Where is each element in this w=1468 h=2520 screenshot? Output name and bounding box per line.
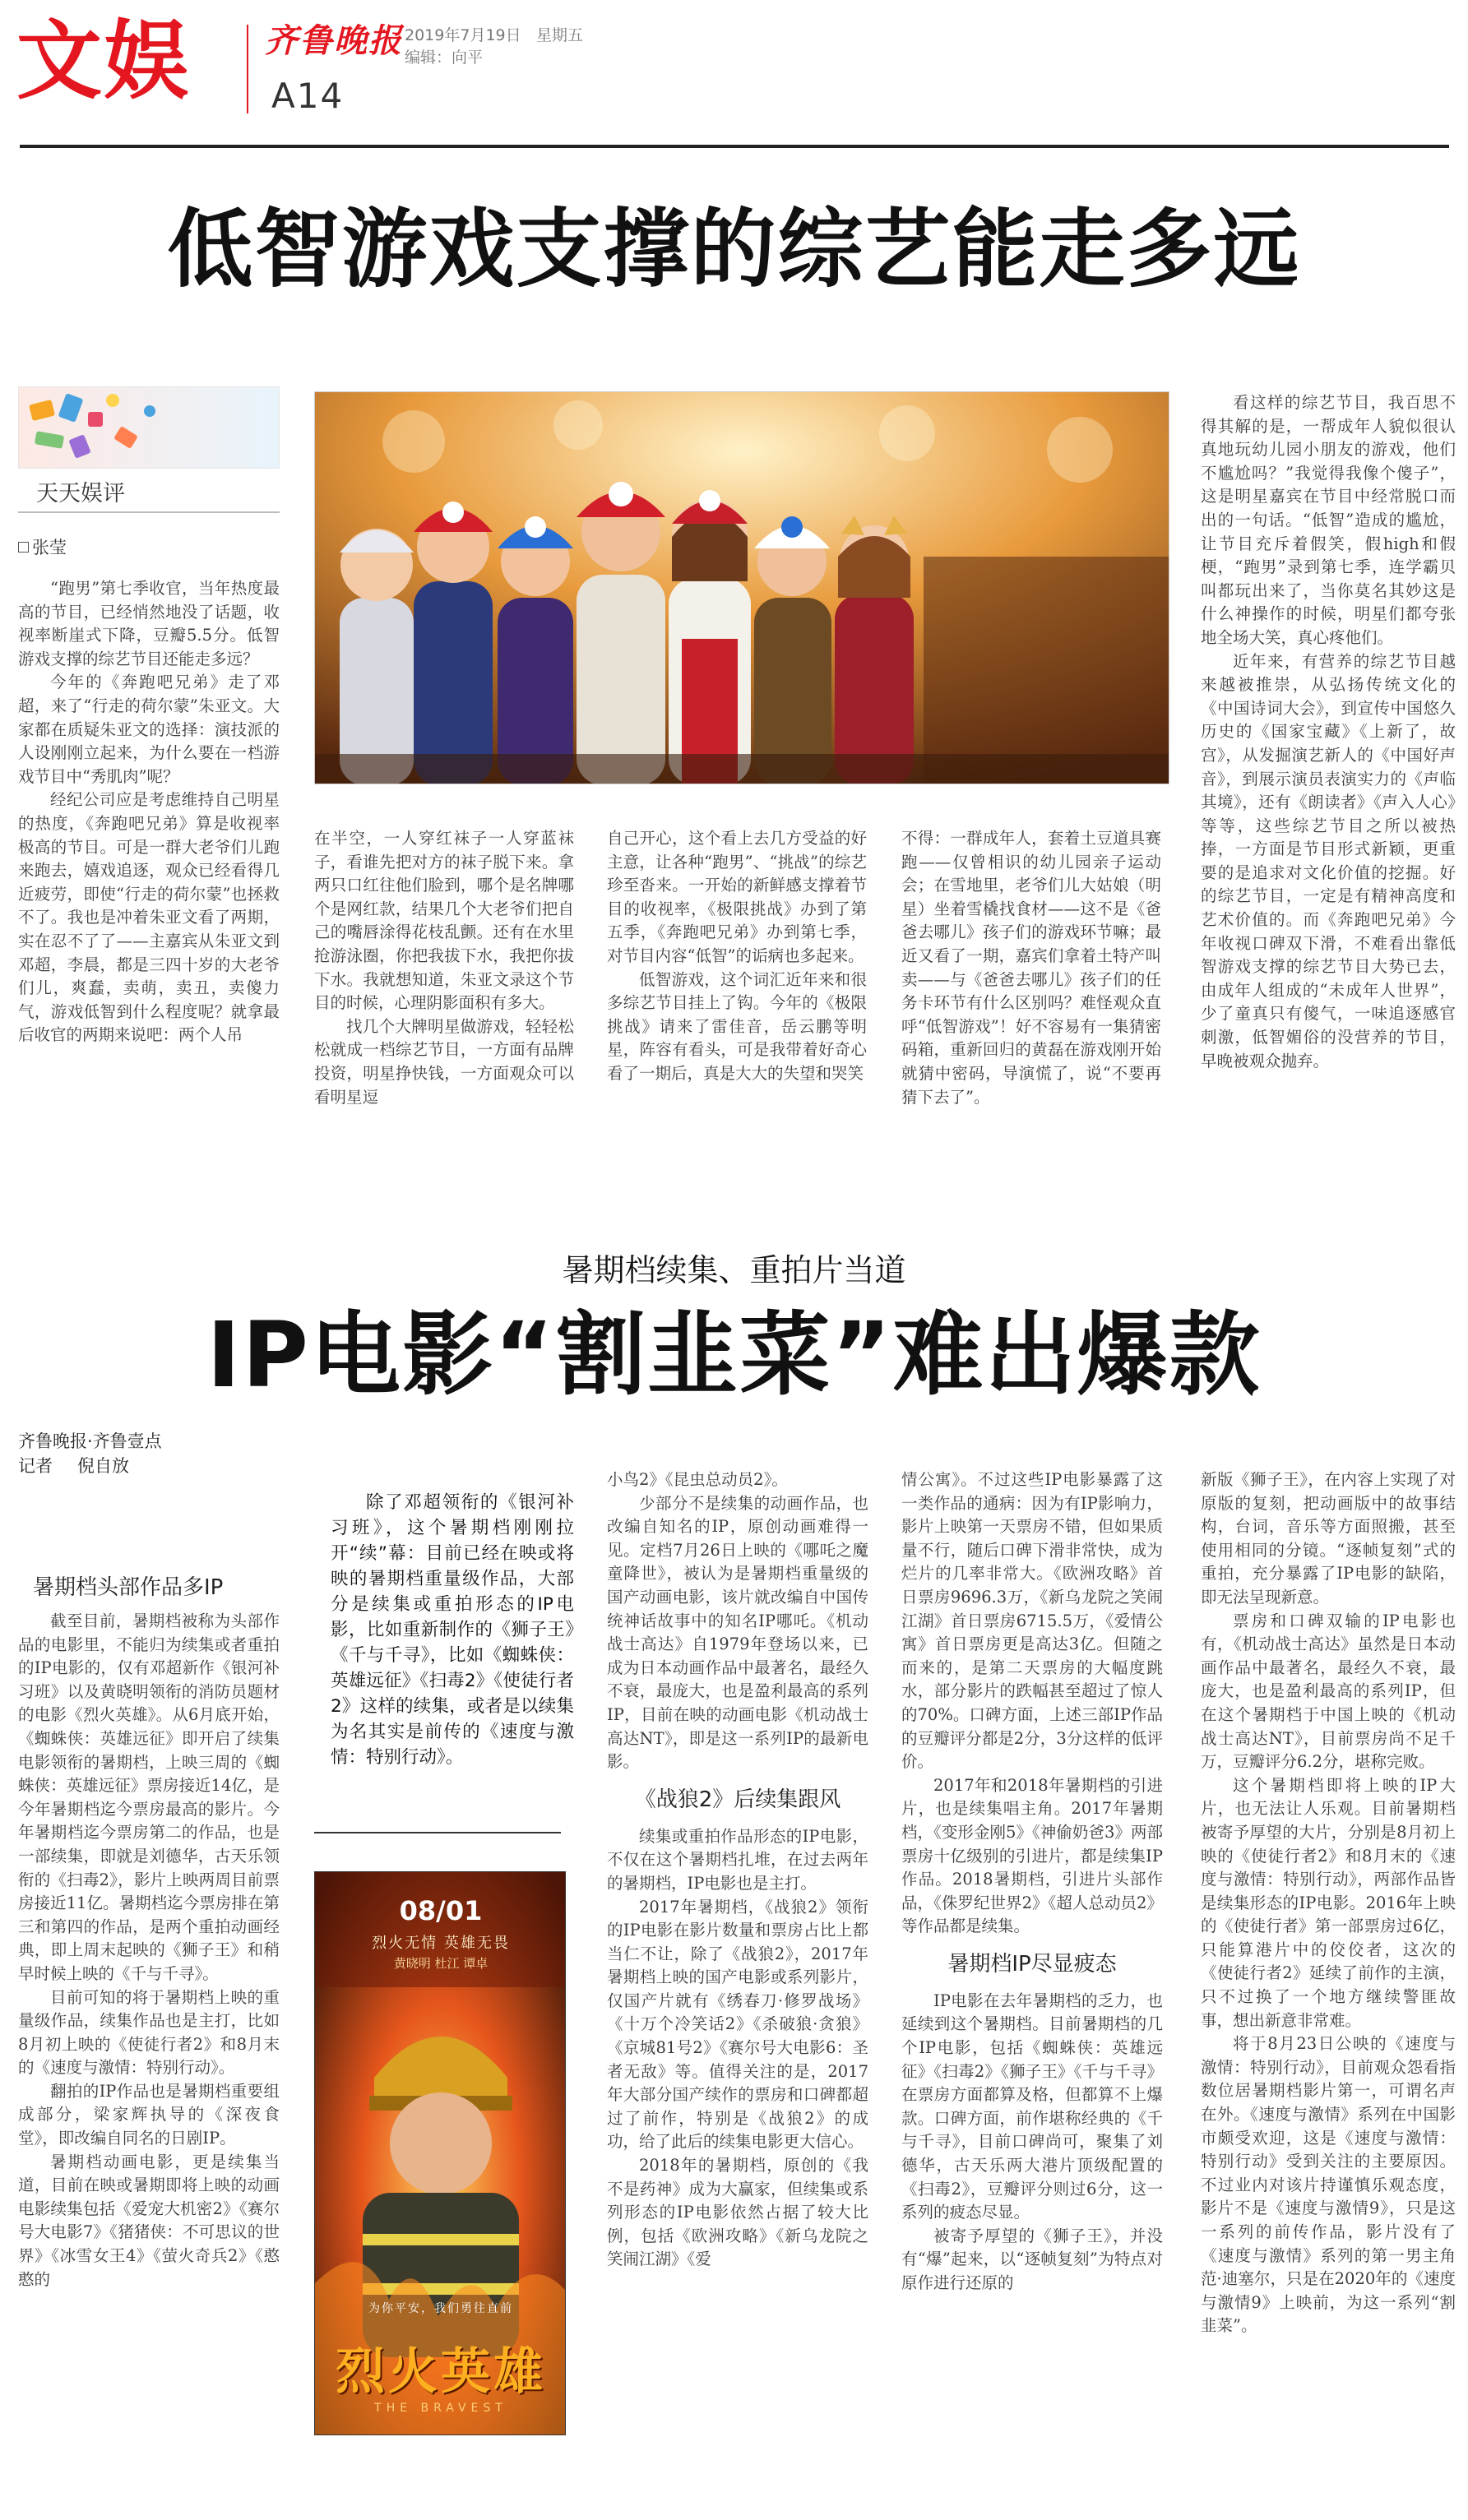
paragraph: 这个暑期档即将上映的IP大片，也无法让人乐观。目前暑期档被寄予厚望的大片，分别是8月初上映的《使徒行者2》和8月末的《速度与激情：特别行动》，两部作品皆是续集形态的IP电影。2016年上映的《使徒行者》第一部票房过6亿，只能算港片中的佼佼者，这次的《使徒行者2》延续了前作的主演，只不过换了一个地方继续警匪故事，想出新意非常难。 <box>1201 1775 1456 2030</box>
poster-title-en: THE BRAVEST <box>374 2402 507 2415</box>
paragraph: 经纪公司应是考虑维持自己明星的热度，《奔跑吧兄弟》算是收视率极高的节目。可是一群大老爷们儿跑来跑去，嬉戏追逐，观众已经看得几近疲劳，即使“行走的荷尔蒙”也拯救不了。我也是冲着朱亚文看了两期，实在忍不了了——主嘉宾从朱亚文到邓超，李晨，都是三四十岁的大老爷们儿，爽蠢，卖萌，卖丑，卖傻力气，游戏低智到什么程度呢？就拿最后收官的两期来说吧：两个人吊 <box>18 790 280 1045</box>
movie-poster <box>314 1871 566 2435</box>
paragraph: IP电影在去年暑期档的乏力，也延续到这个暑期档。目前暑期档的几个IP电影，包括《蜘蛛侠：英雄远征》《扫毒2》《狮子王》《千与千寻》在票房方面都算及格，但都算不上爆款。口碑方面，前作堪称经典的《千与千寻》，目前口碑尚可，聚集了刘德华，古天乐两大港片顶级配置的《扫毒2》，豆瓣评分则过6分，这一系列的疲态尽显。 <box>901 1991 1163 2222</box>
subhead-1: 暑期档头部作品多IP <box>33 1575 224 1600</box>
paragraph: 小鸟2》《昆虫总动员2》。 <box>607 1470 788 1489</box>
pull-quote-rule <box>314 1832 561 1833</box>
article1-author: 张莹 <box>32 538 67 557</box>
article2-column-2 <box>607 1468 868 2509</box>
variety-show-cast-photo <box>314 391 1169 784</box>
article1-column-4 <box>901 827 1161 1172</box>
paragraph: 看这样的综艺节目，我百思不得其解的是，一帮成年人貌似很认真地玩幼儿园小朋友的游戏，他们不尴尬吗？”我觉得我像个傻子”，这是明星嘉宾在节目中经常脱口而出的一句话。“低智”造成的尴尬，让节目充斥着假笑，假high和假梗，“跑男”录到第七季，连学霸贝叫都玩出来了，当你莫名其妙这是什么神操作的时候，明星们都夸张地全场大笑，真心疼他们。 <box>1201 393 1456 647</box>
article2-source: 齐鲁晚报·齐鲁壹点 <box>18 1431 162 1451</box>
paragraph: 被寄予厚望的《狮子王》，并没有“爆”起来，以“逐帧复刻”为特点对原作进行还原的 <box>901 2226 1163 2292</box>
paragraph: “跑男”第七季收官，当年热度最高的节目，已经悄然地没了话题，收视率断崖式下降，豆瓣5.5分。低智游戏支撑的综艺节目还能走多远？ <box>18 579 280 668</box>
paragraph: 2017年和2018年暑期档的引进片，也是续集唱主角。2017年暑期档，《变形金刚5》《神偷奶爸3》两部票房十亿级别的引进片，都是续集IP作品。2018暑期档，引进片头部作品，《侏罗纪世界2》《超人总动员2》等作品都是续集。 <box>901 1775 1163 1936</box>
paragraph: 暑期档动画电影，更是续集当道，目前在映或暑期即将上映的动画电影续集包括《爱宠大机密2》《赛尔号大电影7》《猪猪侠：不可思议的世界》《冰雪女王4》《萤火奇兵2》《憨憨的 <box>18 2152 280 2289</box>
paragraph: 翻拍的IP作品也是暑期档重要组成部分，梁家辉执导的《深夜食堂》，即改编自同名的日剧IP。 <box>18 2081 280 2148</box>
paper-logo: 齐鲁晚报 <box>265 21 403 60</box>
paragraph: 续集或重拍作品形态的IP电影，不仅在这个暑期档扎堆，在过去两年的暑期档，IP电影也是主打。 <box>607 1826 868 1893</box>
pull-quote: 除了邓超领衔的《银河补习班》，这个暑期档刚刚拉开“续”幕：目前已经在映或将映的暑期档重量级作品，大部分是续集或重拍形态的IP电影，比如重新制作的《狮子王》《千与千寻》，比如《蜘蛛侠：英雄远征》《扫毒2》《使徒行者2》这样的续集，或者是以续集为名其实是前传的《速度与激情：特别行动》。 <box>331 1492 574 1768</box>
article1-byline <box>18 534 67 559</box>
article2-column-4 <box>1201 1468 1456 2509</box>
performer-2 <box>414 502 493 784</box>
paragraph: 票房和口碑双输的IP电影也有，《机动战士高达》虽然是日本动画作品中最著名，最经久不衰，最庞大，也是盈利最高的系列IP，但在这个暑期档于中国上映的《机动战士高达NT》，目前票房尚不足千万，豆瓣评分6.2分，堪称完败。 <box>1201 1611 1456 1772</box>
page-number: A14 <box>271 76 345 116</box>
article2-headline: IP电影“割韭菜”难出爆款 <box>206 1302 1262 1408</box>
article2-column-1 <box>18 1556 280 2509</box>
paragraph: 今年的《奔跑吧兄弟》走了邓超，来了“行走的荷尔蒙”朱亚文。大家都在质疑朱亚文的选择：演技派的人设刚刚立起来，为什么要在一档游戏节目中“秀肌肉”呢？ <box>18 673 280 786</box>
paragraph: 不得：一群成年人，套着土豆道具赛跑——仅曾相识的幼儿园亲子运动会；在雪地里，老爷们儿大姑娘（明星）坐着雪橇找食材——这不是《爸爸去哪儿》孩子们的游戏环节嘛；最近又看了一期，嘉宾们拿着土特产叫卖——与《爸爸去哪儿》孩子们的任务卡环节有什么区别吗？难怪观众直呼“低智游戏”！好不容易有一集猜密码箱，重新回归的黄磊在游戏刚开始就猜中密码，导演慌了，说“不要再猜下去了”。 <box>901 829 1161 1107</box>
byline-box-icon <box>18 542 29 553</box>
performer-4 <box>577 482 665 784</box>
paragraph: 近年来，有营养的综艺节目越来越被推崇，从弘扬传统文化的《中国诗词大会》，到宣传中国悠久历史的《国家宝藏》《上新了，故宫》，从发掘演艺新人的《中国好声音》，到展示演员表演实力的《声临其境》，还有《朗读者》《声入人心》等等，这些综艺节目之所以被热捧，一方面是节目形式新颖，更重要的是追求对文化价值的挖掘。好的综艺节目，一定是有精神高度和艺术价值的。而《奔跑吧兄弟》今年收视口碑双下滑，不难看出靠低智游戏支撑的综艺节目大势已去，由成年人组成的“未成年人世界”，少了童真只有傻气，一味追逐感官刺激，低智媚俗的没营养的节目，早晚被观众抛弃。 <box>1201 651 1456 1070</box>
article1-column-3 <box>607 827 867 1172</box>
reporter-name: 倪自放 <box>77 1456 129 1476</box>
poster-cast: 黄晓明 杜江 谭卓 <box>393 1956 489 1971</box>
subhead-3: 暑期档IP尽显疲态 <box>947 1951 1117 1977</box>
issue-date: 2019年7月19日 <box>405 26 521 44</box>
paragraph: 少部分不是续集的动画作品，也改编自知名的IP，原创动画难得一见。定档7月26日上映的《哪吒之魔童降世》，被认为是暑期档重量级的国产动画电影，该片就改编自中国传统神话故事中的知名IP哪吒。《机动战士高达》自1979年登场以来，已成为日本动画作品中最著名，最经久不衰，最庞大，也是盈利最高的系列IP，目前在映的动画电影《机动战士高达NT》，即是这一系列IP的最新电影。 <box>607 1493 868 1772</box>
paragraph: 低智游戏，这个词汇近年来和很多综艺节目挂上了钩。今年的《极限挑战》请来了雷佳音，岳云鹏等明星，阵容有看头，可是我带着好奇心看了一期后，真是大大的失望和哭笑 <box>607 969 867 1083</box>
poster-date: 08/01 <box>399 1895 483 1926</box>
poster-slogan: 烈火无情 英雄无畏 <box>372 1935 510 1952</box>
article1-headline: 低智游戏支撑的综艺能走多远 <box>167 199 1301 299</box>
paragraph: 自己开心，这个看上去几方受益的好主意，让各种“跑男”、“挑战”的综艺珍至沓来。一开始的新鲜感支撑着节目的收视率，《极限挑战》办到了第五季，《奔跑吧兄弟》办到第七季，对节目内容“低智”的诟病也多起来。 <box>607 829 867 965</box>
performer-5 <box>669 490 751 784</box>
article1-column-2 <box>314 827 574 1172</box>
paragraph: 找几个大牌明星做游戏，轻轻松松就成一档综艺节目，一方面有品牌投资，明星挣快钱，一方面观众可以看明星逗 <box>314 1016 574 1107</box>
paragraph: 将于8月23日公映的《速度与激情：特别行动》，目前观众怨看指数位居暑期档影片第一，可谓名声在外。《速度与激情》系列在中国影市颇受欢迎，这是《速度与激情：特别行动》受到关注的主要原因。不过业内对该片持谨慎乐观态度，影片不是《速度与激情9》，只是这一系列的前传作品，影片没有了《速度与激情》系列的第一男主角范·迪塞尔，只是在2020年的《速度与激情9》上映前，为这一系列“割韭菜”。 <box>1201 2034 1456 2336</box>
paragraph: 2017年暑期档，《战狼2》领衔的IP电影在影片数量和票房占比上都当仁不让，除了《战狼2》，2017年暑期档上映的国产电影或系列影片，仅国产片就有《绣春刀·修罗战场》《十万个冷笑话2》《杀破狼·贪狼》《京城81号2》《赛尔号大电影6：圣者无敌》等。值得关注的是，2017年大部分国产续作的票房和口碑都超过了前作，特别是《战狼2》的成功，给了此后的续集电影更大信心。 <box>607 1897 868 2152</box>
reporter-label: 记者 <box>18 1456 53 1476</box>
subhead-2: 《战狼2》后续集跟风 <box>634 1787 841 1812</box>
editor-credit: 编辑：向平 <box>405 49 484 67</box>
column-badge-label: 天天娱评 <box>36 481 125 506</box>
paragraph: 新版《狮子王》，在内容上实现了对原版的复刻，把动画版中的故事结构，台词，音乐等方面照搬，甚至使用相同的分镜。“逐帧复刻”式的重拍，充分暴露了IP电影的缺陷，即无法呈现新意。 <box>1201 1470 1456 1607</box>
article2-kicker: 暑期档续集、重拍片当道 <box>562 1252 906 1288</box>
paragraph: 目前可知的将于暑期档上映的重量级作品，续集作品也是主打，比如8月初上映的《使徒行者2》和8月末的《速度与激情：特别行动》。 <box>18 1987 280 2078</box>
article2-column-3 <box>901 1468 1163 2509</box>
cast-photo-illustration <box>315 392 1169 784</box>
poster-title: 烈火英雄 <box>336 2343 546 2401</box>
paragraph: 2018年的暑期档，原创的《我不是药神》成为大赢家，但续集或系列形态的IP电影依然占据了较大比例，包括《欧洲攻略》《新乌龙院之笑闹江湖》《爱 <box>607 2156 868 2269</box>
performer-1 <box>340 529 414 784</box>
header-divider <box>247 25 248 113</box>
paragraph: 截至目前，暑期档被称为头部作品的电影里，不能归为续集或者重拍的IP电影的，仅有邓超新作《银河补习班》以及黄晓明领衔的消防员题材的电影《烈火英雄》。从6月底开始，《蜘蛛侠：英雄远征》即开启了续集电影领衔的暑期档，上映三周的《蜘蛛侠：英雄远征》票房接近14亿，是今年暑期档迄今票房最高的影片。今年暑期档迄今票房第二的作品，也是一部续集，即就是刘德华，古天乐领衔的《扫毒2》，影片上映两周目前票房接近11亿。暑期档迄今票房排在第三和第四的作品，是两个重拍动画经典，即上周末起映的《狮子王》和稍早时候上映的《千与千寻》。 <box>18 1611 280 1983</box>
column-badge-rule <box>18 511 280 513</box>
section-name: 文娱 <box>16 11 192 111</box>
paragraph: 在半空，一人穿红袜子一人穿蓝袜子，看谁先把对方的袜子脱下来。拿两只口红往他们脸到，哪个是名牌哪个是网红款，结果几个大老爷们把自己的嘴唇涂得花枝乱颤。还有在水里抢游泳圈，你把我拔下水，我把你拔下水。我就想知道，朱亚文录这个节目的时候，心理阴影面积有多大。 <box>314 829 574 1013</box>
header-rule <box>20 145 1449 148</box>
article1-column-5 <box>1201 391 1456 1172</box>
poster-tagline: 为你平安，我们勇往直前 <box>368 2302 513 2315</box>
weekday: 星期五 <box>536 26 584 44</box>
article1-column-1 <box>18 577 280 1171</box>
column-badge-art <box>18 386 280 469</box>
performer-6 <box>754 516 831 784</box>
performer-7 <box>835 516 914 784</box>
paragraph: 情公寓》。不过这些IP电影暴露了这一类作品的通病：因为有IP影响力，影片上映第一天票房不错，但如果质量不行，随后口碑下滑非常快，成为烂片的几率非常大。《欧洲攻略》首日票房9696.3万，《新乌龙院之笑闹江湖》首日票房6715.5万，《爱情公寓》首日票房更是高达3亿。但随之而来的，是第二天票房的大幅度跳水，部分影片的跌幅甚至超过了惊人的70%。口碑方面，上述三部IP作品的豆瓣评分都是2分，3分这样的低评价。 <box>901 1470 1163 1772</box>
performer-3 <box>498 516 573 784</box>
